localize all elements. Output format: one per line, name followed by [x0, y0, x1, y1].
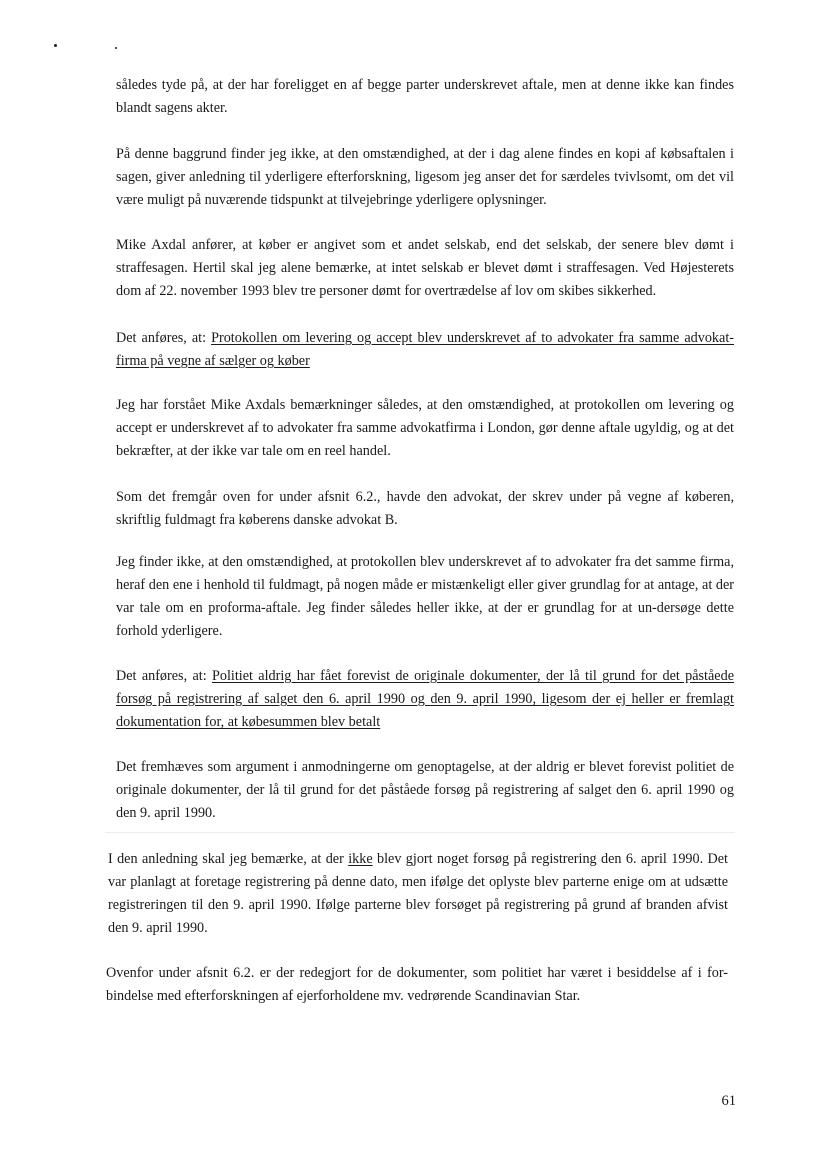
paragraph-7: Jeg finder ikke, at den omstændighed, at protokollen blev underskrevet af to advokater fra det samme firma, heraf den ene i henhold til fuldmagt, på nogen måde er mistænkeligt eller giver grundlag for at antage, at der var tale om en proforma-aftale. Jeg finder således heller ikke, at der er grundlag for at un-dersøge dette forhold yderligere.: [116, 554, 734, 639]
scan-speck: [115, 47, 117, 49]
scan-speck: [54, 44, 57, 47]
paragraph-9: Det fremhæves som argument i anmodningerne om genoptagelse, at der aldrig er blevet forevist politiet de originale dokumenter, der lå til grund for det påståede forsøg på registrering af salget den 6. april 1990 og den 9. april 1990.: [116, 759, 734, 821]
paragraph-4-underlined-claim: Protokollen om levering og accept blev underskrevet af to advokater fra samme advokat-firma på vegne af sælger og køber: [116, 330, 734, 369]
paragraph-8-underlined-claim: Politiet aldrig har fået forevist de originale dokumenter, der lå til grund for det påståede forsøg på registrering af salget den 6. april 1990 og den 9. april 1990, ligesom der ej heller er fremlagt dokumentation for, at købesummen blev betalt: [116, 668, 734, 730]
paragraph-6: Som det fremgår oven for under afsnit 6.2., havde den advokat, der skrev under på vegne af køberen, skriftlig fuldmagt fra køberens danske advokat B.: [116, 489, 734, 528]
paragraph-2: På denne baggrund finder jeg ikke, at den omstændighed, at der i dag alene findes en kopi af købsaftalen i sagen, giver anledning til yderligere efterforskning, ligesom jeg anser det for særdeles tvivlsomt, om det vil være muligt på nuværende tidspunkt at tilvejebringe yderligere oplysninger.: [116, 146, 734, 208]
paragraph-4: [116, 327, 734, 373]
paragraph-11: Ovenfor under afsnit 6.2. er der redegjort for de dokumenter, som politiet har været i besiddelse af i for-bindelse med efterforskningen af ejerforholdene mv. vedrørende Scandinavian Star.: [106, 965, 728, 1004]
paragraph-5: Jeg har forstået Mike Axdals bemærkninger således, at den omstændighed, at protokollen om levering og accept er underskrevet af to advokater fra samme advokatfirma i London, gør denne aftale ugyldig, og at det bekræfter, at der ikke var tale om en reel handel.: [116, 397, 734, 459]
paragraph-8-prefix: Det anføres, at:: [116, 668, 212, 684]
page-number: 61: [721, 1093, 736, 1109]
paragraph-4-prefix: Det anføres, at:: [116, 330, 212, 346]
paragraph-8: [116, 665, 734, 734]
paragraph-3: Mike Axdal anfører, at køber er angivet som et andet selskab, end det selskab, der senere blev dømt i straffesagen. Hertil skal jeg alene bemærke, at intet selskab er blevet dømt i straffesagen. Ved Højesterets dom af 22. november 1993 blev tre personer dømt for overtrædelse af lov om skibes sikkerhed.: [116, 237, 734, 299]
paragraph-10-before: I den anledning skal jeg bemærke, at der: [108, 851, 349, 867]
scan-divider: [105, 832, 735, 833]
paragraph-10: [108, 848, 728, 940]
paragraph-10-emphasis: ikke: [348, 851, 373, 867]
paragraph-10-after: blev gjort noget forsøg på registrering den 6. april 1990. Det var planlagt at foretage registrering på denne dato, men ifølge det oplyste blev parterne enige om at udsætte registreringen til den 9. april 1990. Ifølge parterne blev forsøget på registrering på grund af branden afvist den 9. april 1990.: [108, 851, 729, 936]
paragraph-1: således tyde på, at der har foreligget en af begge parter underskrevet aftale, men at denne ikke kan findes blandt sagens akter.: [116, 77, 734, 116]
